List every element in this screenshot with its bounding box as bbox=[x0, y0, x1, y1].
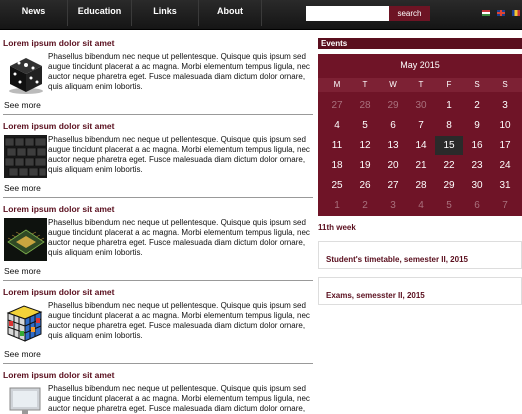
calendar-day[interactable]: 8 bbox=[446, 120, 452, 131]
calendar-day[interactable]: 19 bbox=[359, 160, 371, 171]
calendar-day[interactable]: 7 bbox=[502, 200, 508, 211]
article-title[interactable]: Lorem ipsum dolor sit amet bbox=[3, 370, 115, 380]
ro-flag-icon[interactable] bbox=[512, 10, 520, 16]
see-more-link[interactable]: See more bbox=[4, 100, 41, 110]
calendar-day[interactable]: 27 bbox=[331, 100, 343, 111]
calendar-day[interactable]: 6 bbox=[390, 120, 396, 131]
calendar-day[interactable]: 29 bbox=[443, 180, 455, 191]
calendar-day[interactable]: 6 bbox=[474, 200, 480, 211]
calendar-day[interactable]: 2 bbox=[362, 200, 368, 211]
calendar-day[interactable]: 29 bbox=[387, 100, 399, 111]
calendar-weekday: S bbox=[502, 80, 508, 89]
article-summary: Phasellus bibendum nec neque ut pellentesque. Quisque quis ipsum sed augue tincidunt placerat a ac magna. Morbi elementum tempus ligula, nec auctor neque pharetra eget. Fusce malesuada diam dictum dolor ornare, quis aliquam enim lobortis. bbox=[48, 135, 310, 174]
calendar-day[interactable]: 17 bbox=[499, 140, 511, 151]
calendar-day[interactable]: 4 bbox=[418, 200, 424, 211]
calendar-day[interactable]: 30 bbox=[415, 100, 427, 111]
article-item bbox=[3, 204, 313, 287]
divider bbox=[3, 197, 313, 198]
calendar-day[interactable]: 3 bbox=[390, 200, 396, 211]
calendar-day[interactable]: 1 bbox=[334, 200, 340, 211]
event-item[interactable]: Student's timetable, semester II, 2015 bbox=[318, 241, 522, 269]
article-title[interactable]: Lorem ipsum dolor sit amet bbox=[3, 204, 115, 214]
calendar-day[interactable]: 23 bbox=[471, 160, 483, 171]
chip-image[interactable] bbox=[4, 218, 47, 261]
calendar-weekday: S bbox=[474, 80, 480, 89]
calendar-weekday: T bbox=[418, 80, 424, 89]
calendar-day[interactable]: 24 bbox=[499, 160, 511, 171]
dice-image[interactable] bbox=[4, 52, 47, 95]
calendar-day[interactable]: 13 bbox=[387, 140, 399, 151]
calendar-day[interactable]: 10 bbox=[499, 120, 511, 131]
calendar-day[interactable]: 11 bbox=[331, 140, 343, 151]
calendar-day[interactable]: 5 bbox=[362, 120, 368, 131]
keyboard-image[interactable] bbox=[4, 135, 47, 178]
article-summary: Phasellus bibendum nec neque ut pellentesque. Quisque quis ipsum sed augue tincidunt placerat a ac magna. Morbi elementum tempus ligula, nec auctor neque pharetra eget. Fusce malesuada diam dictum dolor ornare, bbox=[48, 384, 310, 413]
calendar-day[interactable]: 31 bbox=[499, 180, 511, 191]
calendar-day[interactable]: 18 bbox=[331, 160, 343, 171]
nav-item-links[interactable]: Links bbox=[153, 6, 177, 16]
calendar-day[interactable]: 22 bbox=[443, 160, 455, 171]
calendar-month-title: May 2015 bbox=[400, 60, 440, 70]
divider bbox=[3, 280, 313, 281]
see-more-link[interactable]: See more bbox=[4, 266, 41, 276]
calendar-day[interactable]: 9 bbox=[474, 120, 480, 131]
article-item bbox=[3, 287, 313, 370]
calendar-day[interactable]: 27 bbox=[387, 180, 399, 191]
search-button[interactable]: search bbox=[389, 6, 430, 21]
calendar-weekday: M bbox=[333, 80, 341, 89]
nav-item-about[interactable]: About bbox=[217, 6, 243, 16]
calendar-day[interactable]: 4 bbox=[334, 120, 340, 131]
article-item bbox=[3, 121, 313, 204]
divider bbox=[3, 363, 313, 364]
article-summary: Phasellus bibendum nec neque ut pellentesque. Quisque quis ipsum sed augue tincidunt placerat a ac magna. Morbi elementum tempus ligula, nec auctor neque pharetra eget. Fusce malesuada diam dictum dolor ornare, quis aliquam enim lobortis. bbox=[48, 52, 310, 91]
calendar-day[interactable]: 28 bbox=[415, 180, 427, 191]
week-label: 11th week bbox=[318, 223, 356, 232]
event-item[interactable]: Exams, semesster II, 2015 bbox=[318, 277, 522, 305]
gb-flag-icon[interactable] bbox=[497, 10, 505, 16]
article-item bbox=[3, 370, 313, 414]
calendar-day[interactable]: 16 bbox=[471, 140, 483, 151]
calendar-day[interactable]: 1 bbox=[446, 100, 452, 111]
events-header: Events bbox=[318, 38, 522, 49]
article-summary: Phasellus bibendum nec neque ut pellentesque. Quisque quis ipsum sed augue tincidunt placerat a ac magna. Morbi elementum tempus ligula, nec auctor neque pharetra eget. Fusce malesuada diam dictum dolor ornare, quis aliquam enim lobortis. bbox=[48, 218, 310, 257]
calendar bbox=[318, 54, 522, 216]
calendar-day[interactable]: 2 bbox=[474, 100, 480, 111]
search-input[interactable] bbox=[306, 6, 389, 21]
calendar-day[interactable]: 5 bbox=[446, 200, 452, 211]
calendar-day[interactable]: 12 bbox=[359, 140, 371, 151]
calendar-day[interactable]: 20 bbox=[387, 160, 399, 171]
computer-image[interactable] bbox=[4, 384, 47, 414]
calendar-day[interactable]: 30 bbox=[471, 180, 483, 191]
nav-divider bbox=[261, 0, 262, 26]
calendar-day[interactable]: 21 bbox=[415, 160, 427, 171]
article-title[interactable]: Lorem ipsum dolor sit amet bbox=[3, 287, 115, 297]
calendar-day[interactable]: 7 bbox=[418, 120, 424, 131]
calendar-day[interactable]: 25 bbox=[331, 180, 343, 191]
article-item bbox=[3, 38, 313, 121]
top-nav-bar bbox=[0, 0, 522, 30]
article-title[interactable]: Lorem ipsum dolor sit amet bbox=[3, 121, 115, 131]
article-summary: Phasellus bibendum nec neque ut pellentesque. Quisque quis ipsum sed augue tincidunt placerat a ac magna. Morbi elementum tempus ligula, nec auctor neque pharetra eget. Fusce malesuada diam dictum dolor ornare, quis aliquam enim lobortis. bbox=[48, 301, 310, 340]
hu-flag-icon[interactable] bbox=[482, 10, 490, 16]
calendar-weekday: T bbox=[362, 80, 368, 89]
see-more-link[interactable]: See more bbox=[4, 183, 41, 193]
nav-item-education[interactable]: Education bbox=[77, 6, 122, 16]
calendar-day[interactable]: 28 bbox=[359, 100, 371, 111]
article-list bbox=[3, 38, 313, 414]
calendar-weekday: W bbox=[389, 80, 397, 89]
divider bbox=[3, 114, 313, 115]
nav-item-news[interactable]: News bbox=[21, 6, 46, 16]
rubiks-cube-image[interactable] bbox=[4, 301, 47, 344]
see-more-link[interactable]: See more bbox=[4, 349, 41, 359]
calendar-day-today[interactable]: 15 bbox=[435, 136, 463, 155]
calendar-weekday: F bbox=[446, 80, 452, 89]
calendar-day[interactable]: 26 bbox=[359, 180, 371, 191]
article-title[interactable]: Lorem ipsum dolor sit amet bbox=[3, 38, 115, 48]
calendar-day[interactable]: 3 bbox=[502, 100, 508, 111]
calendar-day[interactable]: 14 bbox=[415, 140, 427, 151]
